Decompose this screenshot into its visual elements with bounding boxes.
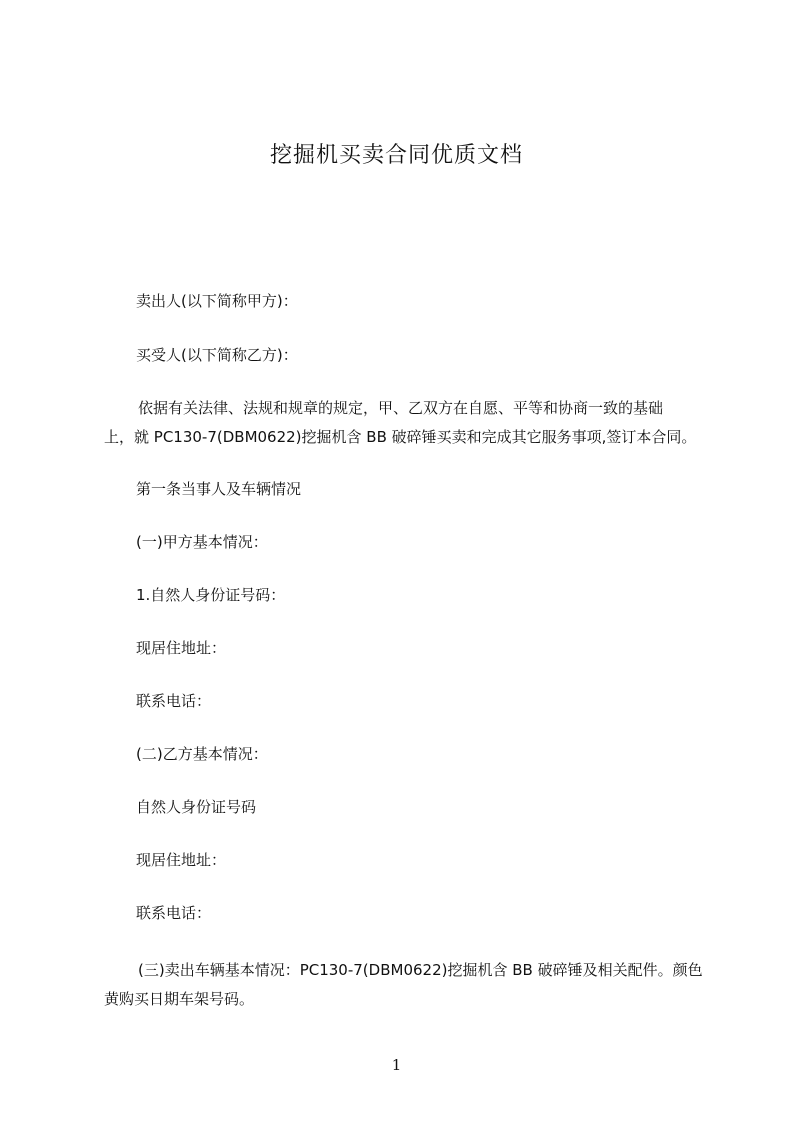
seller-line: 卖出人(以下简称甲方)：: [136, 292, 298, 310]
party-a-address-line: 现居住地址：: [136, 639, 227, 657]
document-title: 挖掘机买卖合同优质文档: [269, 143, 523, 168]
party-a-phone-line: 联系电话：: [136, 692, 212, 710]
preamble-line-2: 上，就 PC130-7(DBM0622)挖掘机含 BB 破碎锤买卖和完成其它服务事项,签订本合同。: [104, 428, 697, 446]
party-b-heading: (二)乙方基本情况：: [136, 745, 268, 763]
buyer-line: 买受人(以下简称乙方)：: [136, 346, 298, 364]
preamble-paragraph: [104, 394, 704, 452]
vehicle-info-line-2: 黄购买日期车架号码。: [104, 990, 255, 1008]
party-a-heading: (一)甲方基本情况：: [136, 533, 268, 551]
party-b-address-line: 现居住地址：: [136, 851, 227, 869]
vehicle-info-paragraph: [104, 956, 704, 1014]
party-a-id-line: 1.自然人身份证号码：: [136, 586, 286, 604]
page-number: 1: [391, 1056, 402, 1074]
vehicle-info-line-1: (三)卖出车辆基本情况：PC130-7(DBM0622)挖掘机含 BB 破碎锤及相关配件。颜色: [138, 961, 703, 979]
preamble-line-1: 依据有关法律、法规和规章的规定，甲、乙双方在自愿、平等和协商一致的基础: [138, 399, 664, 417]
party-b-id-line: 自然人身份证号码: [136, 798, 257, 816]
article-one-heading: 第一条当事人及车辆情况: [136, 480, 302, 498]
party-b-phone-line: 联系电话：: [136, 904, 212, 922]
